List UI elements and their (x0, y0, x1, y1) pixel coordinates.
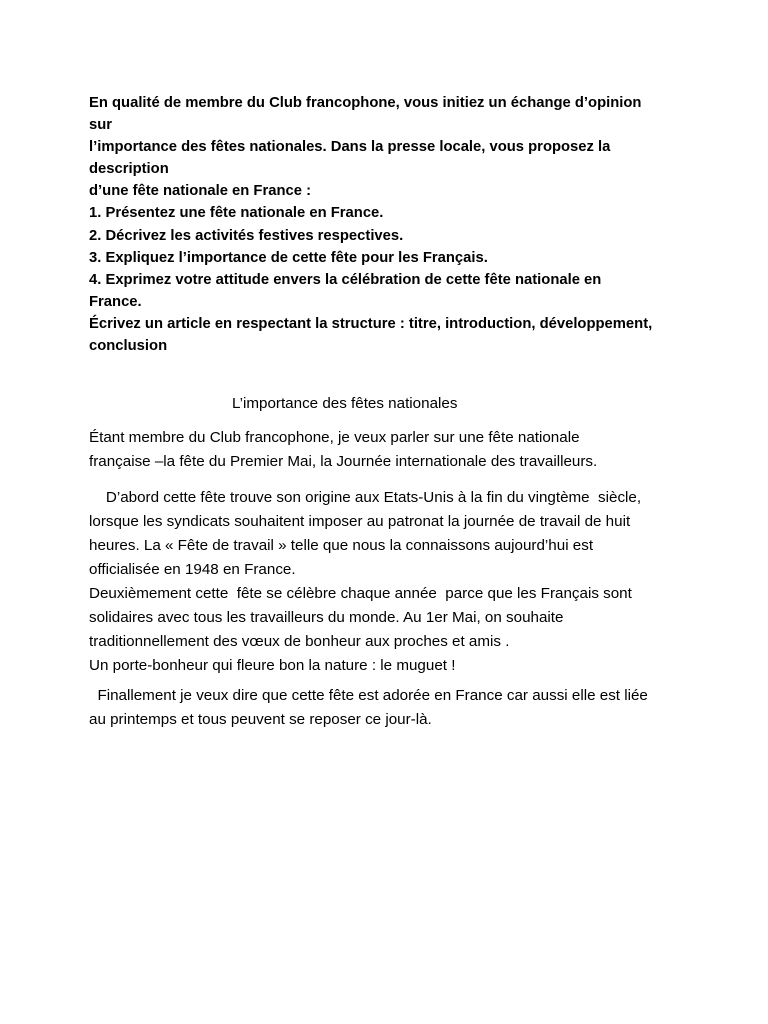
prompt-line: France. (89, 293, 142, 310)
prompt-line: sur (89, 117, 113, 134)
essay-title: L’importance des fêtes nationales (232, 395, 458, 412)
prompt-line: conclusion (89, 338, 168, 355)
paragraph-line: lorsque les syndicats souhaitent imposer au patronat la journée de travail de huit (89, 513, 631, 530)
paragraph-line: officialisée en 1948 en France. (89, 561, 296, 578)
essay-paragraph-body (89, 486, 689, 678)
prompt-line: 2. Décrivez les activités festives respectives. (89, 227, 404, 244)
paragraph-line: heures. La « Fête de travail » telle que nous la connaissons aujourd’hui est (89, 537, 594, 554)
paragraph-line: française –la fête du Premier Mai, la Journée internationale des travailleurs. (89, 453, 598, 470)
prompt-line: 3. Expliquez l’importance de cette fête pour les Français. (89, 249, 488, 266)
paragraph-line: traditionnellement des vœux de bonheur aux proches et amis . (89, 633, 510, 650)
prompt-line: En qualité de membre du Club francophone, vous initiez un échange d’opinion (89, 95, 642, 111)
prompt-line: l’importance des fêtes nationales. Dans la presse locale, vous proposez la (89, 139, 611, 156)
prompt-line: 4. Exprimez votre attitude envers la célébration de cette fête nationale en (89, 271, 602, 288)
essay-paragraph-intro (89, 426, 689, 474)
paragraph-line: Un porte-bonheur qui fleure bon la nature : le muguet ! (89, 657, 456, 674)
essay-paragraph-conclusion (89, 684, 689, 732)
assignment-prompt (89, 92, 689, 357)
paragraph-line: Finallement je veux dire que cette fête est adorée en France car aussi elle est liée (89, 687, 648, 704)
prompt-line: 1. Présentez une fête nationale en France. (89, 205, 384, 222)
paragraph-line: Étant membre du Club francophone, je veux parler sur une fête nationale (89, 429, 580, 446)
paragraph-line: au printemps et tous peuvent se reposer ce jour-là. (89, 711, 432, 728)
paragraph-line: D’abord cette fête trouve son origine aux Etats-Unis à la fin du vingtème siècle, (89, 489, 642, 506)
prompt-line: d’une fête nationale en France : (89, 183, 311, 200)
prompt-line: Écrivez un article en respectant la structure : titre, introduction, développement, (89, 315, 653, 332)
paragraph-line: solidaires avec tous les travailleurs du monde. Au 1er Mai, on souhaite (89, 609, 564, 626)
prompt-line: description (89, 161, 169, 178)
paragraph-line: Deuxièmement cette fête se célèbre chaque année parce que les Français sont (89, 585, 632, 602)
